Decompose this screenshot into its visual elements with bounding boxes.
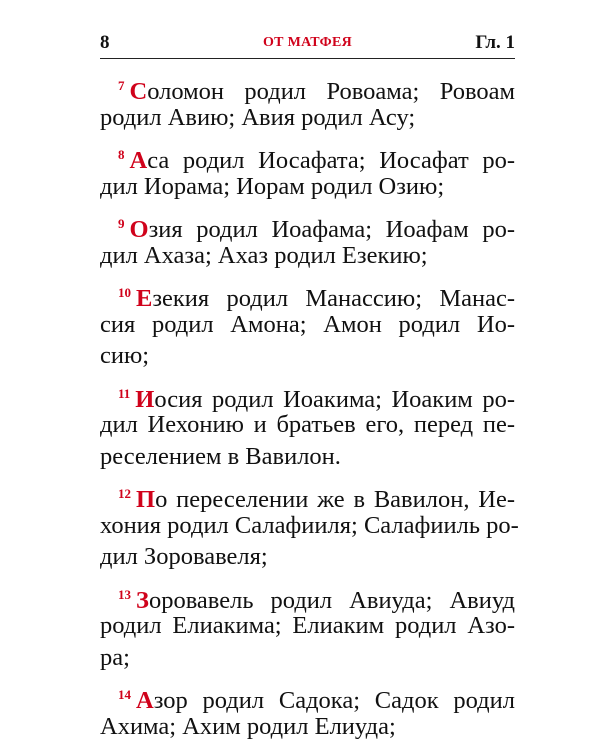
- verse-line: оровавель родил Авиуда; Авиуд: [148, 586, 515, 614]
- page-number: 8: [100, 32, 110, 53]
- verse-initial-letter: С: [129, 78, 148, 105]
- verse-line: ра;: [100, 643, 130, 671]
- verse-line: сию;: [100, 342, 150, 369]
- verse-number: 9: [118, 216, 125, 231]
- verse-text-body: [100, 70, 519, 748]
- verse-12: [100, 478, 519, 573]
- chapter-label: Гл. 1: [475, 32, 515, 53]
- verse-line: хония родил Салафииля; Салафииль ро-: [100, 511, 519, 539]
- verse-initial-letter: А: [129, 147, 148, 174]
- verse-line: реселением в Вавилон.: [100, 442, 341, 470]
- verse-initial-letter: И: [135, 385, 155, 413]
- verse-number: 13: [118, 586, 131, 602]
- verse-9: [100, 208, 515, 271]
- verse-line: осия родил Иоакима; Иоаким ро-: [154, 385, 515, 413]
- verse-line: дил Иорама; Иорам родил Озию;: [100, 172, 445, 200]
- verse-8: [100, 139, 515, 202]
- verse-line: зекия родил Манассию; Манас-: [152, 285, 515, 312]
- verse-13: [100, 579, 515, 674]
- page-header: [100, 32, 515, 59]
- verse-initial-letter: П: [136, 486, 156, 513]
- book-title: ОТ МАТФЕЯ: [262, 35, 353, 50]
- verse-number: 11: [118, 385, 131, 401]
- verse-initial-letter: А: [136, 687, 154, 714]
- verse-number: 14: [118, 687, 131, 702]
- verse-number: 7: [118, 78, 125, 93]
- verse-11: [100, 378, 515, 473]
- verse-initial-letter: О: [129, 216, 149, 243]
- verse-line: родил Елиакима; Елиаким родил Азо-: [100, 612, 515, 639]
- verse-line: Ахима; Ахим родил Елиуда;: [100, 712, 396, 740]
- verse-line: оломон родил Ровоама; Ровоам: [147, 78, 515, 105]
- verse-line: дил Ахаза; Ахаз родил Езекию;: [100, 241, 428, 269]
- verse-line: дил Зоровавеля;: [100, 543, 268, 570]
- verse-line: сия родил Амона; Амон родил Ио-: [100, 310, 515, 338]
- verse-line: зор родил Садока; Садок родил: [153, 687, 515, 714]
- verse-line: родил Авию; Авия родил Асу;: [100, 103, 416, 131]
- verse-10: [100, 277, 515, 372]
- verse-initial-letter: Е: [136, 285, 153, 312]
- verse-line: зия родил Иоафама; Иоафам ро-: [148, 216, 515, 243]
- verse-number: 12: [118, 486, 131, 501]
- verse-number: 10: [118, 285, 131, 300]
- verse-7: [100, 70, 515, 133]
- verse-number: 8: [118, 147, 125, 162]
- verse-14: [100, 679, 515, 742]
- verse-initial-letter: З: [136, 586, 149, 614]
- verse-line: дил Иехонию и братьев его, перед пе-: [100, 411, 515, 438]
- verse-line: са родил Иосафата; Иосафат ро-: [147, 147, 515, 174]
- verse-line: о переселении же в Вавилон, Ие-: [155, 486, 515, 513]
